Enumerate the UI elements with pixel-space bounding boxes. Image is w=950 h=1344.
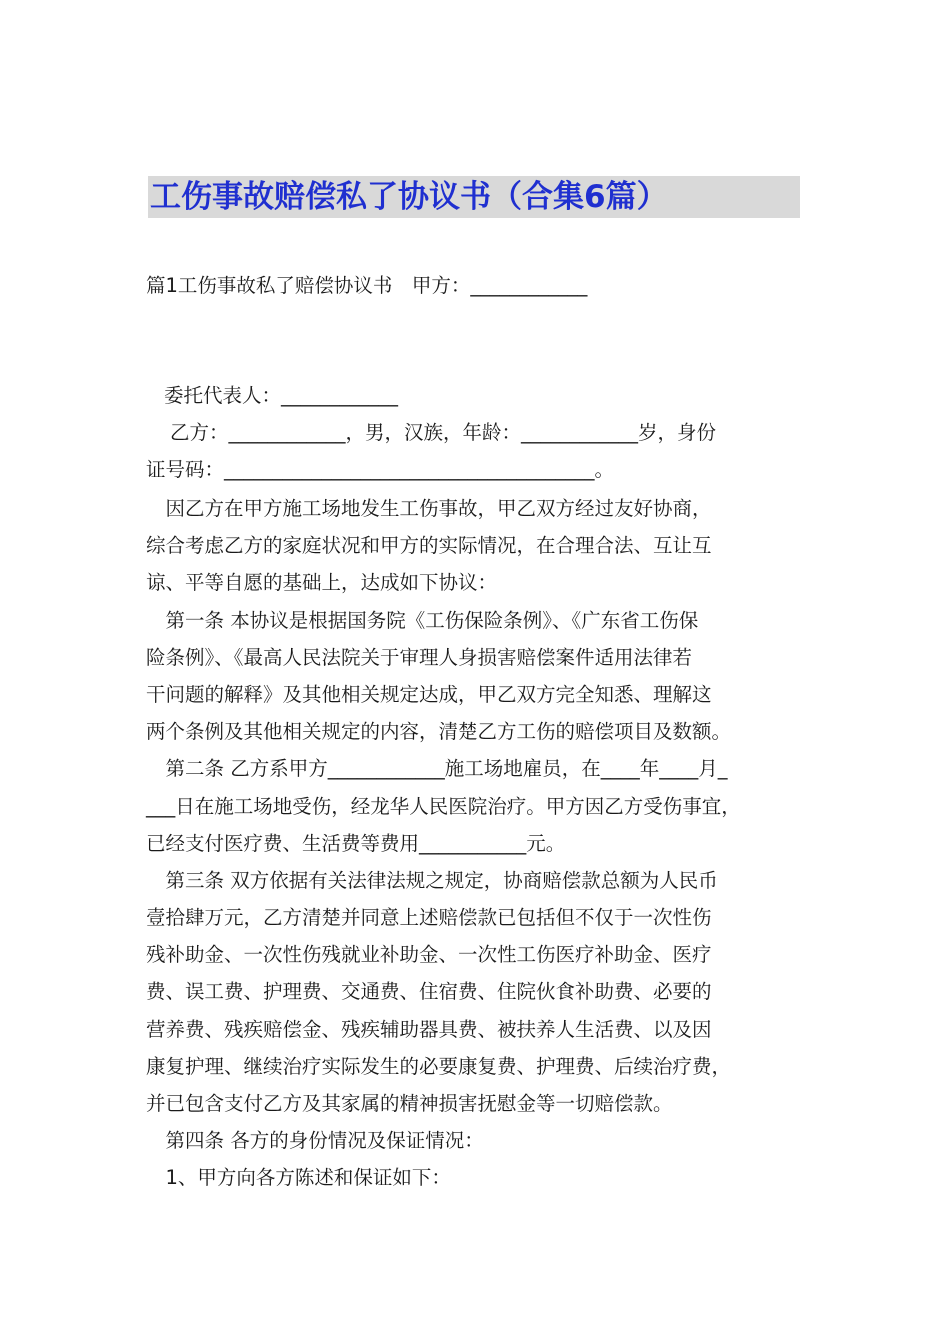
document-title: 工伤事故赔偿私了协议书（合集6篇） — [150, 179, 668, 215]
body-line: 干问题的解释》及其他相关规定达成，甲乙双方完全知悉、理解这 — [146, 682, 712, 706]
body-line: 第三条 双方依据有关法律法规之规定，协商赔偿款总额为人民币 — [146, 868, 718, 892]
body-line: 已经支付医疗费、生活费等费用___________元。 — [146, 831, 566, 855]
body-line: 险条例》、《最高人民法院关于审理人身损害赔偿案件适用法律若 — [146, 645, 693, 669]
body-line: 第四条 各方的身份情况及保证情况： — [146, 1129, 484, 1153]
party-b-line: 乙方：____________，男，汉族，年龄：____________岁，身份 — [170, 421, 717, 444]
body-line: 1、甲方向各方陈述和保证如下： — [146, 1166, 451, 1190]
body-line: 第一条 本协议是根据国务院《工伤保险条例》、《广东省工伤保 — [146, 608, 699, 632]
body-line: 残补助金、一次性伤残就业补助金、一次性工伤医疗补助金、医疗 — [146, 943, 712, 967]
agent-line: 委托代表人：____________ — [164, 384, 399, 407]
body-line: 因乙方在甲方施工场地发生工伤事故，甲乙双方经过友好协商， — [146, 497, 712, 520]
body-line: 并已包含支付乙方及其家属的精神损害抚慰金等一切赔偿款。 — [146, 1092, 673, 1115]
body-line: 费、误工费、护理费、交通费、住宿费、住院伙食补助费、必要的 — [146, 980, 712, 1004]
body-line: 谅、平等自愿的基础上，达成如下协议： — [146, 571, 498, 595]
body-line: 康复护理、继续治疗实际发生的必要康复费、护理费、后续治疗费， — [146, 1054, 732, 1078]
body-line: 第二条 乙方系甲方____________施工场地雇员，在____年____月_ — [146, 757, 728, 781]
agreement-body — [146, 490, 822, 1197]
intro-line: 篇1工伤事故私了赔偿协议书 甲方：____________ — [146, 274, 588, 297]
id-number-line: 证号码：______________________________________。 — [146, 458, 615, 481]
body-line: 综合考虑乙方的家庭状况和甲方的实际情况，在合理合法、互让互 — [146, 534, 712, 558]
body-line: 两个条例及其他相关规定的内容，清楚乙方工伤的赔偿项目及数额。 — [146, 720, 732, 744]
body-line: 营养费、残疾赔偿金、残疾辅助器具费、被扶养人生活费、以及因 — [146, 1017, 712, 1041]
title-highlight — [148, 176, 800, 218]
body-line: ___日在施工场地受伤，经龙华人民医院治疗。甲方因乙方受伤事宜， — [146, 794, 741, 818]
body-line: 壹拾肆万元，乙方清楚并同意上述赔偿款已包括但不仅于一次性伤 — [146, 906, 712, 930]
